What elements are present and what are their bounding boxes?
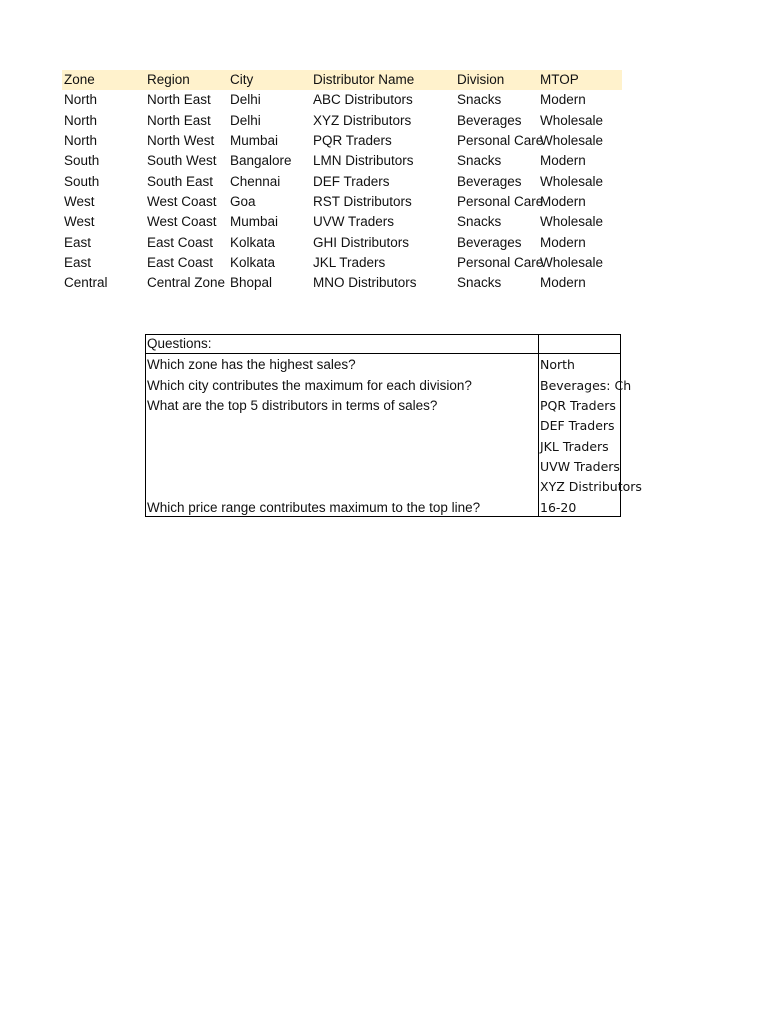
cell-distributor-name[interactable]: DEF Traders <box>313 174 390 189</box>
column-divider <box>538 335 539 516</box>
cell-region[interactable]: West Coast <box>147 214 217 229</box>
cell-distributor-name[interactable]: RST Distributors <box>313 194 412 209</box>
cell-division[interactable]: Personal Care <box>457 133 544 148</box>
cell-mtop[interactable]: Modern <box>540 92 586 107</box>
header-distributor-name[interactable]: Distributor Name <box>313 72 415 87</box>
table-row <box>62 172 622 192</box>
cell-region[interactable]: North East <box>147 92 211 107</box>
cell-region[interactable]: West Coast <box>147 194 217 209</box>
table-row <box>62 273 622 293</box>
cell-zone[interactable]: East <box>64 255 92 270</box>
table-row <box>62 111 622 131</box>
cell-mtop[interactable]: Wholesale <box>540 133 604 148</box>
cell-division[interactable]: Snacks <box>457 275 502 290</box>
cell-city[interactable]: Delhi <box>230 92 261 107</box>
cell-division[interactable]: Snacks <box>457 214 502 229</box>
cell-zone[interactable]: North <box>64 113 98 128</box>
cell-zone[interactable]: West <box>64 214 95 229</box>
cell-region[interactable]: East Coast <box>147 235 214 250</box>
cell-distributor-name[interactable]: PQR Traders <box>313 133 392 148</box>
cell-division[interactable]: Beverages <box>457 235 522 250</box>
answer-cell[interactable]: XYZ Distributors <box>540 479 642 494</box>
cell-distributor-name[interactable]: ABC Distributors <box>313 92 413 107</box>
answer-cell[interactable]: 16-20 <box>540 500 577 515</box>
row-divider <box>146 353 620 354</box>
table-row <box>62 131 622 151</box>
cell-city[interactable]: Chennai <box>230 174 281 189</box>
cell-division[interactable]: Personal Care <box>457 194 544 209</box>
cell-distributor-name[interactable]: JKL Traders <box>313 255 386 270</box>
question-cell[interactable]: Which zone has the highest sales? <box>147 357 356 372</box>
cell-mtop[interactable]: Modern <box>540 275 586 290</box>
table-row <box>62 253 622 273</box>
questions-title[interactable]: Questions: <box>147 336 212 351</box>
header-zone[interactable]: Zone <box>64 72 95 87</box>
cell-region[interactable]: South West <box>147 153 217 168</box>
cell-region[interactable]: North East <box>147 113 211 128</box>
cell-distributor-name[interactable]: GHI Distributors <box>313 235 410 250</box>
cell-mtop[interactable]: Modern <box>540 194 586 209</box>
cell-zone[interactable]: North <box>64 133 98 148</box>
cell-mtop[interactable]: Wholesale <box>540 174 604 189</box>
cell-distributor-name[interactable]: UVW Traders <box>313 214 395 229</box>
cell-region[interactable]: North West <box>147 133 215 148</box>
cell-division[interactable]: Personal Care <box>457 255 544 270</box>
table-row <box>62 212 622 232</box>
cell-mtop[interactable]: Wholesale <box>540 214 604 229</box>
cell-zone[interactable]: North <box>64 92 98 107</box>
question-cell[interactable] <box>147 477 537 497</box>
cell-region[interactable]: Central Zone <box>147 275 226 290</box>
table-header-row <box>62 70 622 90</box>
cell-city[interactable]: Kolkata <box>230 235 276 250</box>
header-region[interactable]: Region <box>147 72 190 87</box>
answer-cell[interactable]: JKL Traders <box>540 439 609 454</box>
answer-cell[interactable]: Beverages: Ch <box>540 378 632 393</box>
cell-city[interactable]: Mumbai <box>230 214 279 229</box>
questions-box <box>145 334 642 517</box>
question-cell[interactable] <box>147 457 537 477</box>
cell-city[interactable]: Bangalore <box>230 153 292 168</box>
cell-distributor-name[interactable]: LMN Distributors <box>313 153 414 168</box>
cell-zone[interactable]: East <box>64 235 92 250</box>
table-row <box>62 90 622 110</box>
cell-city[interactable]: Kolkata <box>230 255 276 270</box>
cell-city[interactable]: Goa <box>230 194 256 209</box>
cell-distributor-name[interactable]: MNO Distributors <box>313 275 417 290</box>
header-division[interactable]: Division <box>457 72 505 87</box>
cell-zone[interactable]: South <box>64 174 100 189</box>
cell-mtop[interactable]: Wholesale <box>540 255 604 270</box>
answer-cell[interactable]: UVW Traders <box>540 459 620 474</box>
cell-distributor-name[interactable]: XYZ Distributors <box>313 113 412 128</box>
question-cell[interactable]: Which price range contributes maximum to the top line? <box>147 500 481 515</box>
answer-cell[interactable]: PQR Traders <box>540 398 616 413</box>
cell-zone[interactable]: South <box>64 153 100 168</box>
cell-mtop[interactable]: Wholesale <box>540 113 604 128</box>
cell-mtop[interactable]: Modern <box>540 153 586 168</box>
table-row <box>62 151 622 171</box>
cell-region[interactable]: South East <box>147 174 214 189</box>
cell-region[interactable]: East Coast <box>147 255 214 270</box>
question-cell[interactable] <box>147 416 537 436</box>
cell-division[interactable]: Snacks <box>457 92 502 107</box>
question-cell[interactable] <box>147 437 537 457</box>
table-row <box>62 192 622 212</box>
cell-division[interactable]: Beverages <box>457 113 522 128</box>
cell-city[interactable]: Mumbai <box>230 133 279 148</box>
header-city[interactable]: City <box>230 72 254 87</box>
cell-division[interactable]: Beverages <box>457 174 522 189</box>
cell-zone[interactable]: Central <box>64 275 108 290</box>
cell-division[interactable]: Snacks <box>457 153 502 168</box>
question-cell[interactable]: Which city contributes the maximum for each division? <box>147 378 472 393</box>
cell-city[interactable]: Delhi <box>230 113 261 128</box>
header-mtop[interactable]: MTOP <box>540 72 579 87</box>
answer-cell[interactable]: North <box>540 357 575 372</box>
question-cell[interactable]: What are the top 5 distributors in terms of sales? <box>147 398 438 413</box>
cell-mtop[interactable]: Modern <box>540 235 586 250</box>
cell-zone[interactable]: West <box>64 194 95 209</box>
cell-city[interactable]: Bhopal <box>230 275 273 290</box>
answer-cell[interactable]: DEF Traders <box>540 418 615 433</box>
table-row <box>62 233 622 253</box>
